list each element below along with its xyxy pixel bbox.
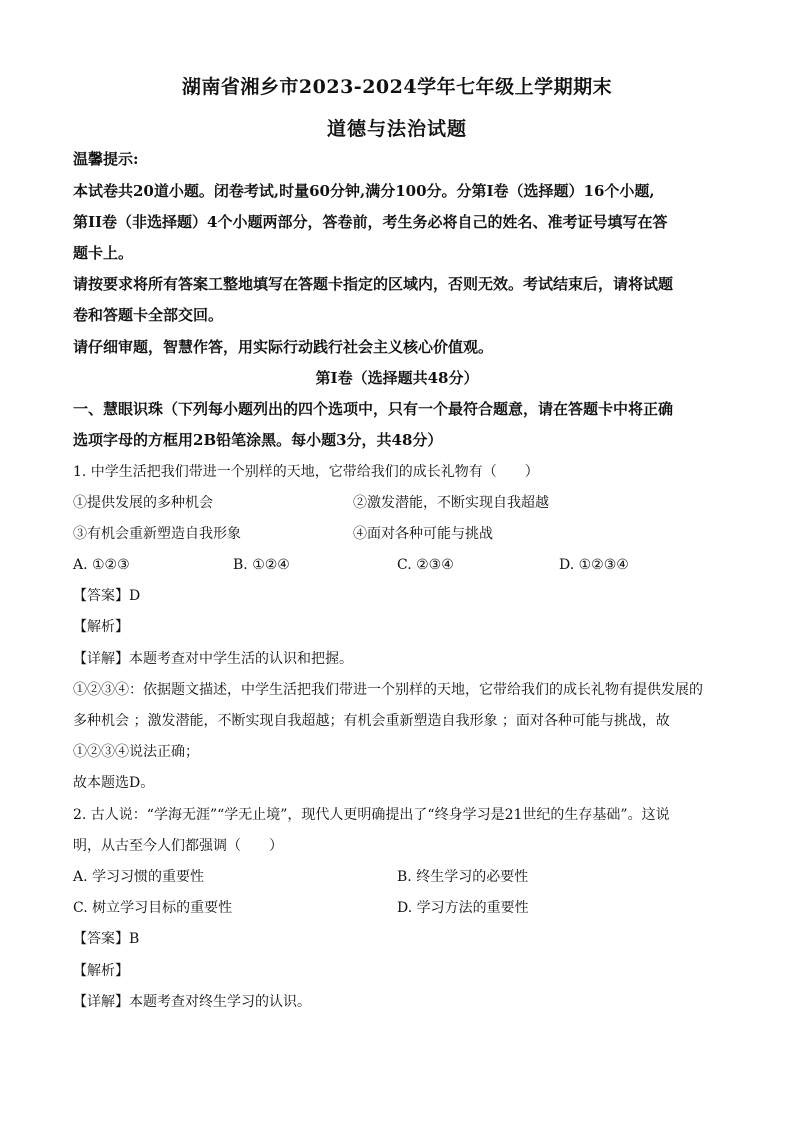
option-a: A. ①②③ [73, 557, 130, 573]
question-2-answer: 【答案】B [73, 931, 140, 947]
question-2-analysis-label: 【解析】 [73, 963, 129, 979]
notice-line: 请仔细审题，智慧作答，用实际行动践行社会主义核心价值观。 [73, 338, 494, 356]
question-1-answer: 【答案】D [73, 588, 141, 604]
notice-line: 卷和答题卡全部交回。 [73, 306, 224, 324]
statement-1: ①提供发展的多种机会 [73, 495, 213, 511]
notice-line: 题卡上。 [73, 244, 134, 262]
section-instruction: 一、慧眼识珠（下列每小题列出的四个选项中，只有一个最符合题意，请在答题卡中将正确 [73, 400, 674, 418]
section-title: 第I卷（选择题共48分） [315, 369, 479, 387]
question-1-statements-row [73, 488, 723, 519]
question-1-explanation: ①②③④说法正确； [73, 744, 199, 760]
question-2-detail: 【详解】本题考查对终生学习的认识。 [73, 994, 311, 1010]
option-b: B. 终生学习的必要性 [397, 869, 529, 885]
option-c: C. ②③④ [397, 557, 454, 573]
question-1-analysis-label: 【解析】 [73, 619, 129, 635]
question-2-stem: 明，从古至今人们都强调（ ） [73, 838, 283, 854]
question-1-explanation: ①②③④：依据题文描述，中学生活把我们带进一个别样的天地，它带给我们的成长礼物有提供发展的 [73, 682, 703, 698]
notice-line: 第II卷（非选择题）4个小题两部分，答卷前，考生务必将自己的姓名、准考证号填写在答 [73, 213, 668, 231]
question-1-statements-row [73, 519, 723, 550]
question-2-stem: 2. 古人说：“学海无涯”“学无止境”，现代人更明确提出了“终身学习是21世纪的生存基础”。这说 [73, 807, 670, 823]
statement-2: ②激发潜能，不断实现自我超越 [353, 495, 549, 511]
option-d: D. ①②③④ [559, 557, 629, 573]
statement-3: ③有机会重新塑造自我形象 [73, 526, 241, 542]
notice-line: 请按要求将所有答案工整地填写在答题卡指定的区域内，否则无效。考试结束后，请将试题 [73, 275, 674, 293]
option-c: C. 树立学习目标的重要性 [73, 900, 233, 916]
question-1-stem: 1. 中学生活把我们带进一个别样的天地，它带给我们的成长礼物有（ ） [73, 464, 539, 480]
question-1-explanation: 故本题选D。 [73, 775, 155, 791]
option-a: A. 学习习惯的重要性 [73, 869, 205, 885]
notice-line: 本试卷共20道小题。闭卷考试,时量60分钟,满分100分。分第I卷（选择题）16个小题, [73, 182, 655, 200]
notice-heading: 温馨提示: [73, 150, 139, 168]
document-title: 湖南省湘乡市2023-2024学年七年级上学期期末 [181, 76, 613, 98]
option-b: B. ①②④ [233, 557, 290, 573]
section-instruction: 选项字母的方框用2B铅笔涂黑。每小题3分，共48分） [73, 431, 443, 449]
question-1-detail: 【详解】本题考查对中学生活的认识和把握。 [73, 651, 353, 667]
question-2-options-row [73, 893, 723, 924]
question-1-options-row [73, 550, 723, 581]
question-2-options-row [73, 862, 723, 893]
option-d: D. 学习方法的重要性 [397, 900, 529, 916]
statement-4: ④面对各种可能与挑战 [353, 526, 493, 542]
question-1-explanation: 多种机会 ；激发潜能，不断实现自我超越；有机会重新塑造自我形象 ；面对各种可能与挑战，故 [73, 713, 670, 729]
document-subtitle: 道德与法治试题 [326, 118, 467, 140]
